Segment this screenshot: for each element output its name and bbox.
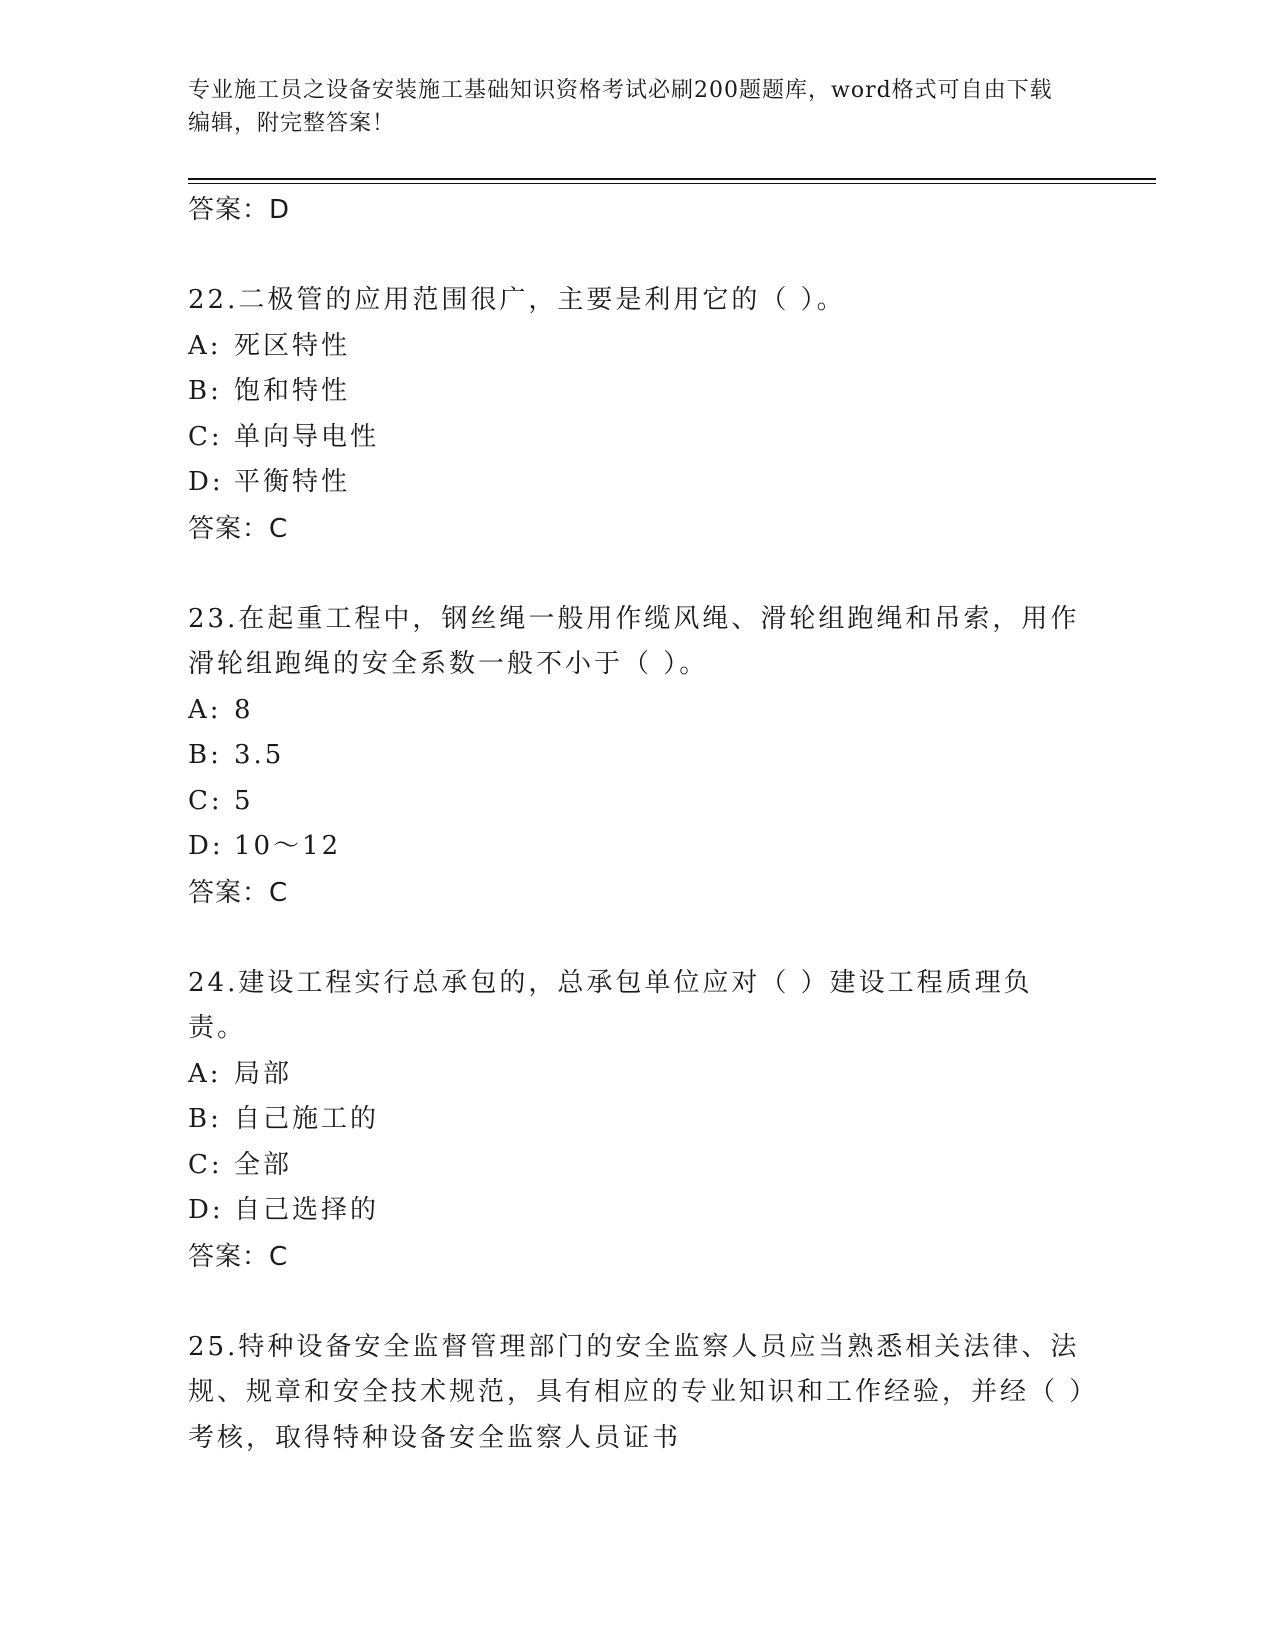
option-text: 8 [234, 694, 254, 725]
option-c [188, 415, 1088, 461]
option-label: A: [188, 330, 222, 361]
header-divider-thin [188, 183, 1156, 184]
option-text: 10～12 [234, 831, 342, 861]
question-25 [188, 1325, 1088, 1462]
option-label: B: [188, 1104, 222, 1134]
option-text: 全部 [234, 1149, 293, 1180]
option-label: D: [188, 1195, 224, 1225]
option-d [188, 824, 1088, 870]
option-a [188, 688, 1088, 734]
header-divider [188, 178, 1156, 180]
option-c [188, 1143, 1088, 1189]
option-text: 自己施工的 [234, 1104, 380, 1134]
question-stem: 24.建设工程实行总承包的，总承包单位应对（ ）建设工程质理负责。 [188, 967, 1033, 1043]
option-text: 死区特性 [234, 330, 351, 361]
question-stem: 22.二极管的应用范围很广，主要是利用它的（ ）。 [188, 285, 846, 315]
option-text: 5 [234, 785, 254, 816]
answer-text: 答案：D [188, 195, 291, 225]
answer-text: 答案：C [188, 1241, 289, 1272]
option-text: 3.5 [234, 740, 285, 770]
question-23 [188, 597, 1088, 916]
option-text: 局部 [234, 1058, 293, 1089]
answer-text: 答案：C [188, 877, 289, 908]
option-a [188, 324, 1088, 370]
question-24 [188, 961, 1088, 1280]
option-label: B: [188, 376, 222, 406]
option-c [188, 779, 1088, 825]
option-b [188, 733, 1088, 779]
option-text: 自己选择的 [234, 1195, 380, 1225]
option-label: D: [188, 467, 224, 497]
option-d [188, 1188, 1088, 1234]
option-text: 单向导电性 [234, 421, 380, 452]
question-stem: 23.在起重工程中，钢丝绳一般用作缆风绳、滑轮组跑绳和吊索，用作滑轮组跑绳的安全系数一般不小于（ ）。 [188, 603, 1080, 679]
option-text: 平衡特性 [234, 467, 351, 497]
document-header: 专业施工员之设备安装施工基础知识资格考试必刷200题题库，word格式可自由下载编辑，附完整答案！ [188, 78, 1053, 136]
option-d [188, 460, 1088, 506]
option-label: C: [188, 421, 223, 452]
option-a [188, 1052, 1088, 1098]
question-22 [188, 278, 1088, 552]
option-label: C: [188, 1149, 223, 1180]
answer-text: 答案：C [188, 513, 289, 544]
question-stem: 25.特种设备安全监督管理部门的安全监察人员应当熟悉相关法律、法规、规章和安全技术规范，具有相应的专业知识和工作经验，并经（ ）考核，取得特种设备安全监察人员证书 [188, 1331, 1086, 1453]
option-label: D: [188, 831, 224, 861]
option-text: 饱和特性 [234, 376, 351, 406]
option-b [188, 369, 1088, 415]
option-label: A: [188, 1058, 222, 1089]
option-label: B: [188, 740, 222, 770]
option-b [188, 1097, 1088, 1143]
question-list [188, 187, 1088, 1461]
option-label: A: [188, 694, 222, 725]
option-label: C: [188, 785, 223, 816]
